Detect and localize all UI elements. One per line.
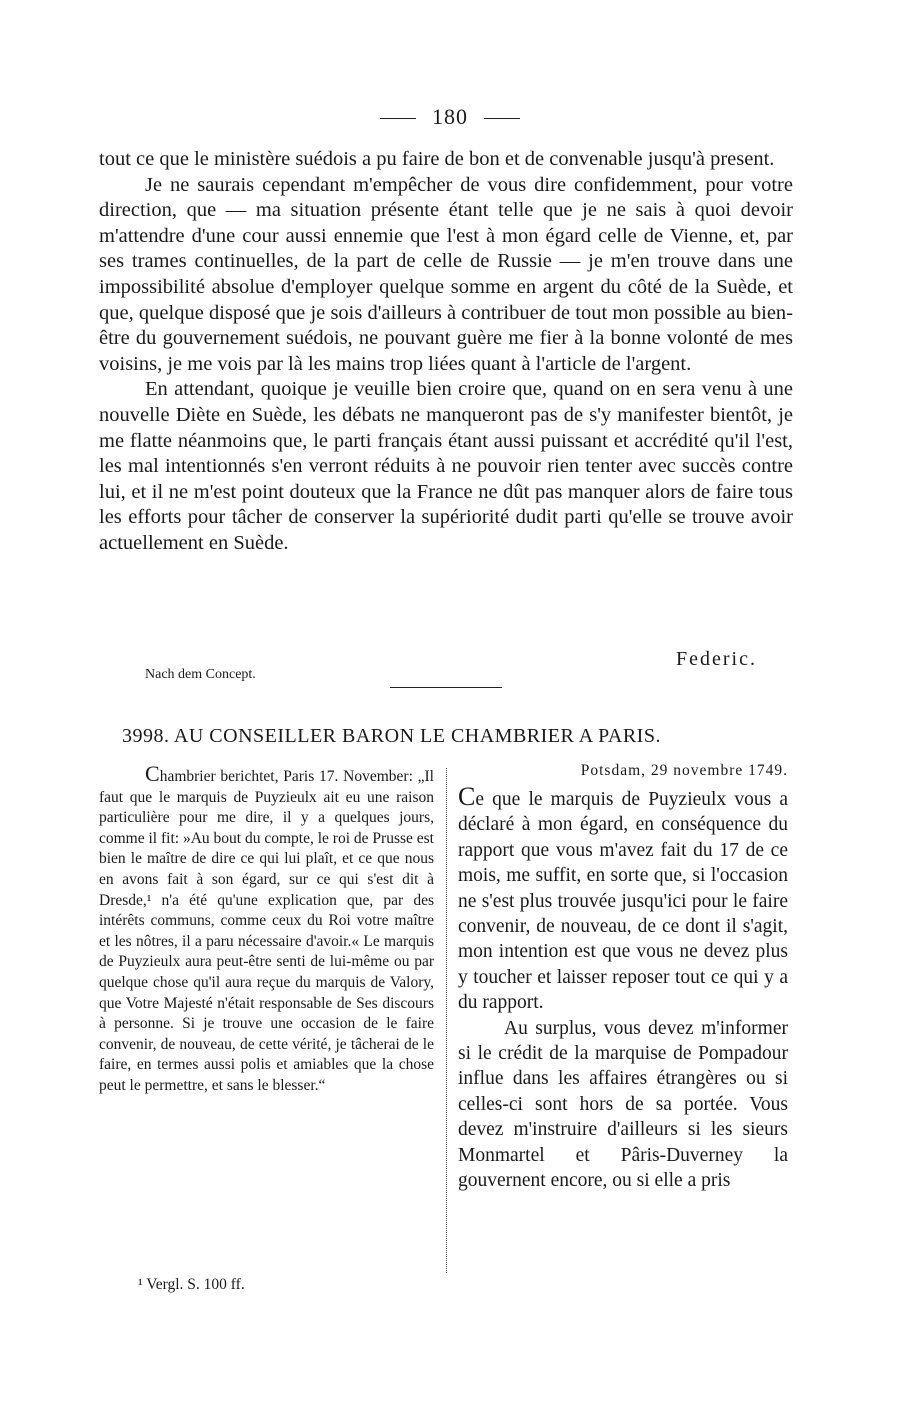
main-text [99,147,793,557]
summary-text: hambrier berichtet, Paris 17. November: „Il faut que le marquis de Puyzieulx ait eu une raison particulière pour me dire, il y a quelques jours, comme il fit: »Au bout du compte, le roi de Prusse est bien le maître de dire ce qui lui plaît, et ce que nous en avons fait à son égard, sur ce qui s'est dit à Dresde,¹ n'a été qu'une explication que, par des intérêts communs, comme ceux du Roi votre maître et les nôtres, il a paru nécessaire d'avoir.« Le marquis de Puyzieulx aura peut-être senti de lui-même ou par quelque chose qu'il aura reçue du marquis de Valory, que Votre Majesté n'était responsable de Ses discours à personne. Si je trouve une occasion de le faire convenir, de nouveau, de cette vérité, je tâcherai de le faire, en termes aussi polis et amiables que la chose peut le permettre, et sans le blesser.“ [99,768,434,1094]
letter-column [458,758,788,1194]
separator-rule [390,687,502,688]
page-number: 180 [432,104,468,129]
letter-text: e que le marquis de Puyzieulx vous a déclaré à mon égard, en conséquence du rapport que vous m'avez fait du 17 de ce mois, me suffit, en sorte que, si l'occasion ne s'est plus trouvée jusqu'ici pour le faire convenir, de nouveau, de ce dont il s'agit, mon intention est que vous ne devez plus y toucher et laisser reposer tout ce qui y a du rapport. [458,789,788,1014]
source-note: Nach dem Concept. [145,667,256,682]
document-heading: 3998. AU CONSEILLER BARON LE CHAMBRIER A PARIS. [122,725,661,747]
letter-initial: C [458,782,476,811]
page-header [0,104,900,130]
footnote: ¹ Vergl. S. 100 ff. [138,1276,245,1293]
dateline: Potsdam, 29 novembre 1749. [580,762,788,779]
paragraph: En attendant, quoique je veuille bien croire que, quand on en sera venu à une nouvelle Diète en Suède, les débats ne manqueront pas de s'y manifester bientôt, je me flatte néanmoins que, le parti français étant aussi puissant et accrédité qu'il l'est, les mal intentionnés s'en verront réduits à ne pouvoir rien tenter avec succès contre lui, et il ne m'est point douteux que la France ne dût pas manquer alors de faire tous les efforts pour tâcher de conserver la supériorité dudit parti qu'elle se trouve avoir actuellement en Suède. [99,378,793,554]
letter-paragraph: Au surplus, vous devez m'informer si le crédit de la marquise de Pompadour influe dans les affaires étrangères ou si celles-ci sont hors de sa portée. Vous devez m'instruire d'ailleurs si les sieurs Monmartel et Pâris-Duverney la gouvernent encore, ou si elle a pris [458,1017,788,1192]
paragraph-continuation: tout ce que le ministère suédois a pu faire de bon et de convenable jusqu'à present. [99,148,775,170]
summary-paragraph [99,761,434,1097]
signature: Federic. [676,648,757,670]
header-dash-right [484,118,520,119]
paragraph: Je ne saurais cependant m'empêcher de vous dire confidemment, pour votre direction, que — ma situation présente étant telle que je ne sais à quoi devoir m'attendre d'une cour aussi ennemie que l'est à mon égard celle de Vienne, et, par ses trames continuelles, de la part de celle de Russie — je m'en trouve dans une impossibilité absolue d'employer quelque somme en argent du côté de la Suède, et que, quelque disposé que je sois d'ailleurs à contribuer de tout mon possible au bien-être du gouvernement suédois, ne pouvant guère me fier à la bonne volonté de mes voisins, je me vois par là les mains trop liées quant à l'article de l'argent. [99,173,793,375]
column-divider [446,768,447,1273]
header-dash-left [380,118,416,119]
summary-column [99,761,434,1097]
summary-initial: C [145,761,160,786]
letter-paragraph [458,784,788,1016]
